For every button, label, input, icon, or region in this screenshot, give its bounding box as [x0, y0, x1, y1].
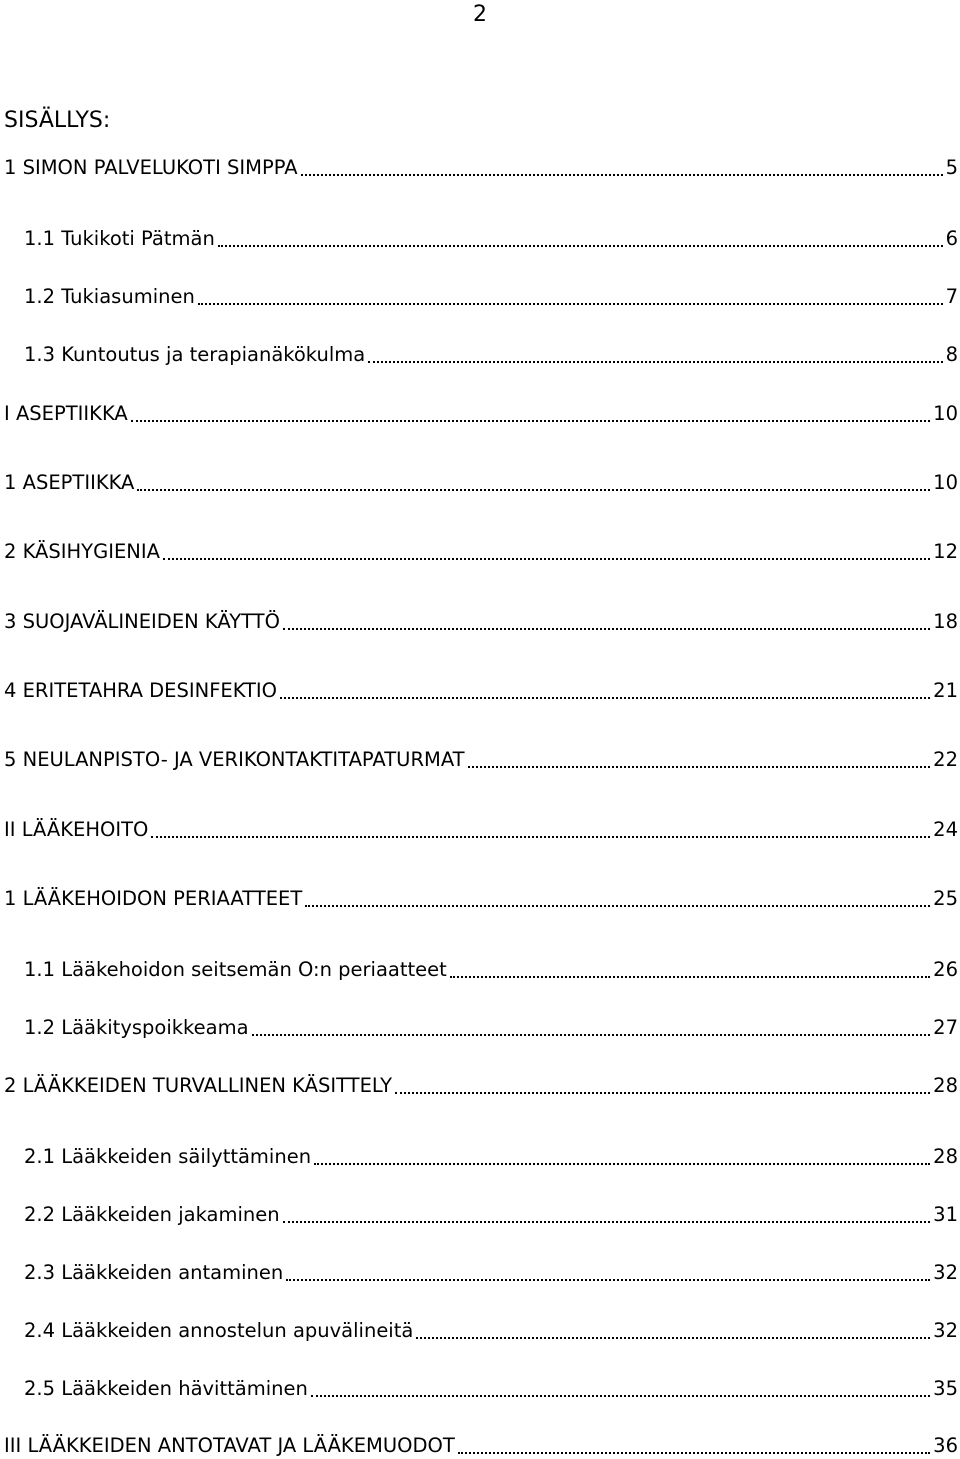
- toc-entry[interactable]: [4, 743, 958, 773]
- toc-entry-page: 10: [933, 471, 958, 494]
- toc-dot-leader: [137, 489, 930, 491]
- toc-entry-label: 2.3 Lääkkeiden antaminen: [24, 1261, 284, 1284]
- toc-entry[interactable]: [4, 466, 958, 496]
- toc-entry-page: 32: [933, 1261, 958, 1284]
- toc-entry-label: 1.2 Tukiasuminen: [24, 285, 195, 308]
- toc-entry-label: 3 SUOJAVÄLINEIDEN KÄYTTÖ: [4, 610, 280, 633]
- toc-entry-page: 27: [933, 1016, 958, 1039]
- toc-dot-leader: [416, 1337, 930, 1339]
- toc-dot-leader: [314, 1163, 930, 1165]
- toc-entry-page: 28: [933, 1074, 958, 1097]
- toc-entry-page: 36: [933, 1434, 958, 1457]
- toc-entry-page: 25: [933, 887, 958, 910]
- toc-entry[interactable]: [24, 1011, 958, 1041]
- toc-dot-leader: [458, 1452, 930, 1454]
- toc-entry[interactable]: [4, 151, 958, 181]
- toc-entry-page: 28: [933, 1145, 958, 1168]
- toc-dot-leader: [450, 976, 930, 978]
- toc-title: SISÄLLYS:: [4, 108, 111, 133]
- toc-dot-leader: [286, 1279, 930, 1281]
- toc-entry-page: 24: [933, 818, 958, 841]
- toc-entry[interactable]: [24, 222, 958, 252]
- toc-entry-label: 1 LÄÄKEHOIDON PERIAATTEET: [4, 887, 303, 910]
- toc-entry[interactable]: [24, 953, 958, 983]
- toc-dot-leader: [283, 628, 930, 630]
- toc-dot-leader: [301, 174, 943, 176]
- toc-dot-leader: [368, 361, 942, 363]
- toc-entry-page: 12: [933, 540, 958, 563]
- toc-entry-page: 18: [933, 610, 958, 633]
- toc-entry[interactable]: [24, 1256, 958, 1286]
- toc-entry-page: 31: [933, 1203, 958, 1226]
- toc-entry[interactable]: [24, 1372, 958, 1402]
- toc-dot-leader: [395, 1092, 930, 1094]
- toc-entry-label: 1.3 Kuntoutus ja terapianäkökulma: [24, 343, 366, 366]
- toc-dot-leader: [198, 303, 943, 305]
- toc-entry-page: 5: [945, 156, 958, 179]
- toc-dot-leader: [218, 245, 943, 247]
- toc-entry-label: I ASEPTIIKKA: [4, 402, 128, 425]
- toc-entry-label: 2 LÄÄKKEIDEN TURVALLINEN KÄSITTELY: [4, 1074, 393, 1097]
- toc-entry-page: 8: [945, 343, 958, 366]
- toc-dot-leader: [163, 558, 930, 560]
- toc-dot-leader: [305, 905, 930, 907]
- toc-entry[interactable]: [24, 280, 958, 310]
- toc-entry[interactable]: [24, 1314, 958, 1344]
- toc-entry-label: 2 KÄSIHYGIENIA: [4, 540, 160, 563]
- toc-entry[interactable]: [24, 1198, 958, 1228]
- toc-entry-page: 21: [933, 679, 958, 702]
- toc-entry-label: III LÄÄKKEIDEN ANTOTAVAT JA LÄÄKEMUODOT: [4, 1434, 455, 1457]
- toc-dot-leader: [280, 697, 930, 699]
- toc-entry[interactable]: [4, 1069, 958, 1099]
- toc-entry[interactable]: [4, 674, 958, 704]
- toc-entry[interactable]: [4, 882, 958, 912]
- page-number: 2: [473, 2, 487, 27]
- toc-dot-leader: [131, 420, 930, 422]
- toc-entry-label: 2.1 Lääkkeiden säilyttäminen: [24, 1145, 312, 1168]
- toc-dot-leader: [311, 1395, 930, 1397]
- toc-entry[interactable]: [4, 1429, 958, 1459]
- toc-entry-label: 1 SIMON PALVELUKOTI SIMPPA: [4, 156, 298, 179]
- toc-entry-page: 7: [945, 285, 958, 308]
- toc-entry-page: 35: [933, 1377, 958, 1400]
- toc-dot-leader: [468, 766, 931, 768]
- toc-entry-label: 2.5 Lääkkeiden hävittäminen: [24, 1377, 308, 1400]
- toc-dot-leader: [283, 1221, 931, 1223]
- toc-entry[interactable]: [4, 813, 958, 843]
- toc-entry[interactable]: [24, 338, 958, 368]
- toc-entry-label: 1.1 Tukikoti Pätmän: [24, 227, 215, 250]
- toc-entry-page: 26: [933, 958, 958, 981]
- toc-entry[interactable]: [4, 397, 958, 427]
- toc-entry-label: 1.1 Lääkehoidon seitsemän O:n periaatteet: [24, 958, 447, 981]
- toc-entry-label: 4 ERITETAHRA DESINFEKTIO: [4, 679, 278, 702]
- toc-entry-page: 22: [933, 748, 958, 771]
- toc-entry-label: 1.2 Lääkityspoikkeama: [24, 1016, 249, 1039]
- toc-dot-leader: [151, 836, 930, 838]
- toc-entry-label: 2.4 Lääkkeiden annostelun apuvälineitä: [24, 1319, 414, 1342]
- toc-entry-label: II LÄÄKEHOITO: [4, 818, 149, 841]
- toc-dot-leader: [252, 1034, 931, 1036]
- toc-entry-page: 10: [933, 402, 958, 425]
- toc-entry-page: 6: [945, 227, 958, 250]
- toc-entry-label: 1 ASEPTIIKKA: [4, 471, 135, 494]
- toc-entry-label: 5 NEULANPISTO- JA VERIKONTAKTITAPATURMAT: [4, 748, 465, 771]
- toc-entry[interactable]: [4, 535, 958, 565]
- toc-entry[interactable]: [4, 605, 958, 635]
- toc-entry[interactable]: [24, 1140, 958, 1170]
- toc-entry-label: 2.2 Lääkkeiden jakaminen: [24, 1203, 280, 1226]
- toc-entry-page: 32: [933, 1319, 958, 1342]
